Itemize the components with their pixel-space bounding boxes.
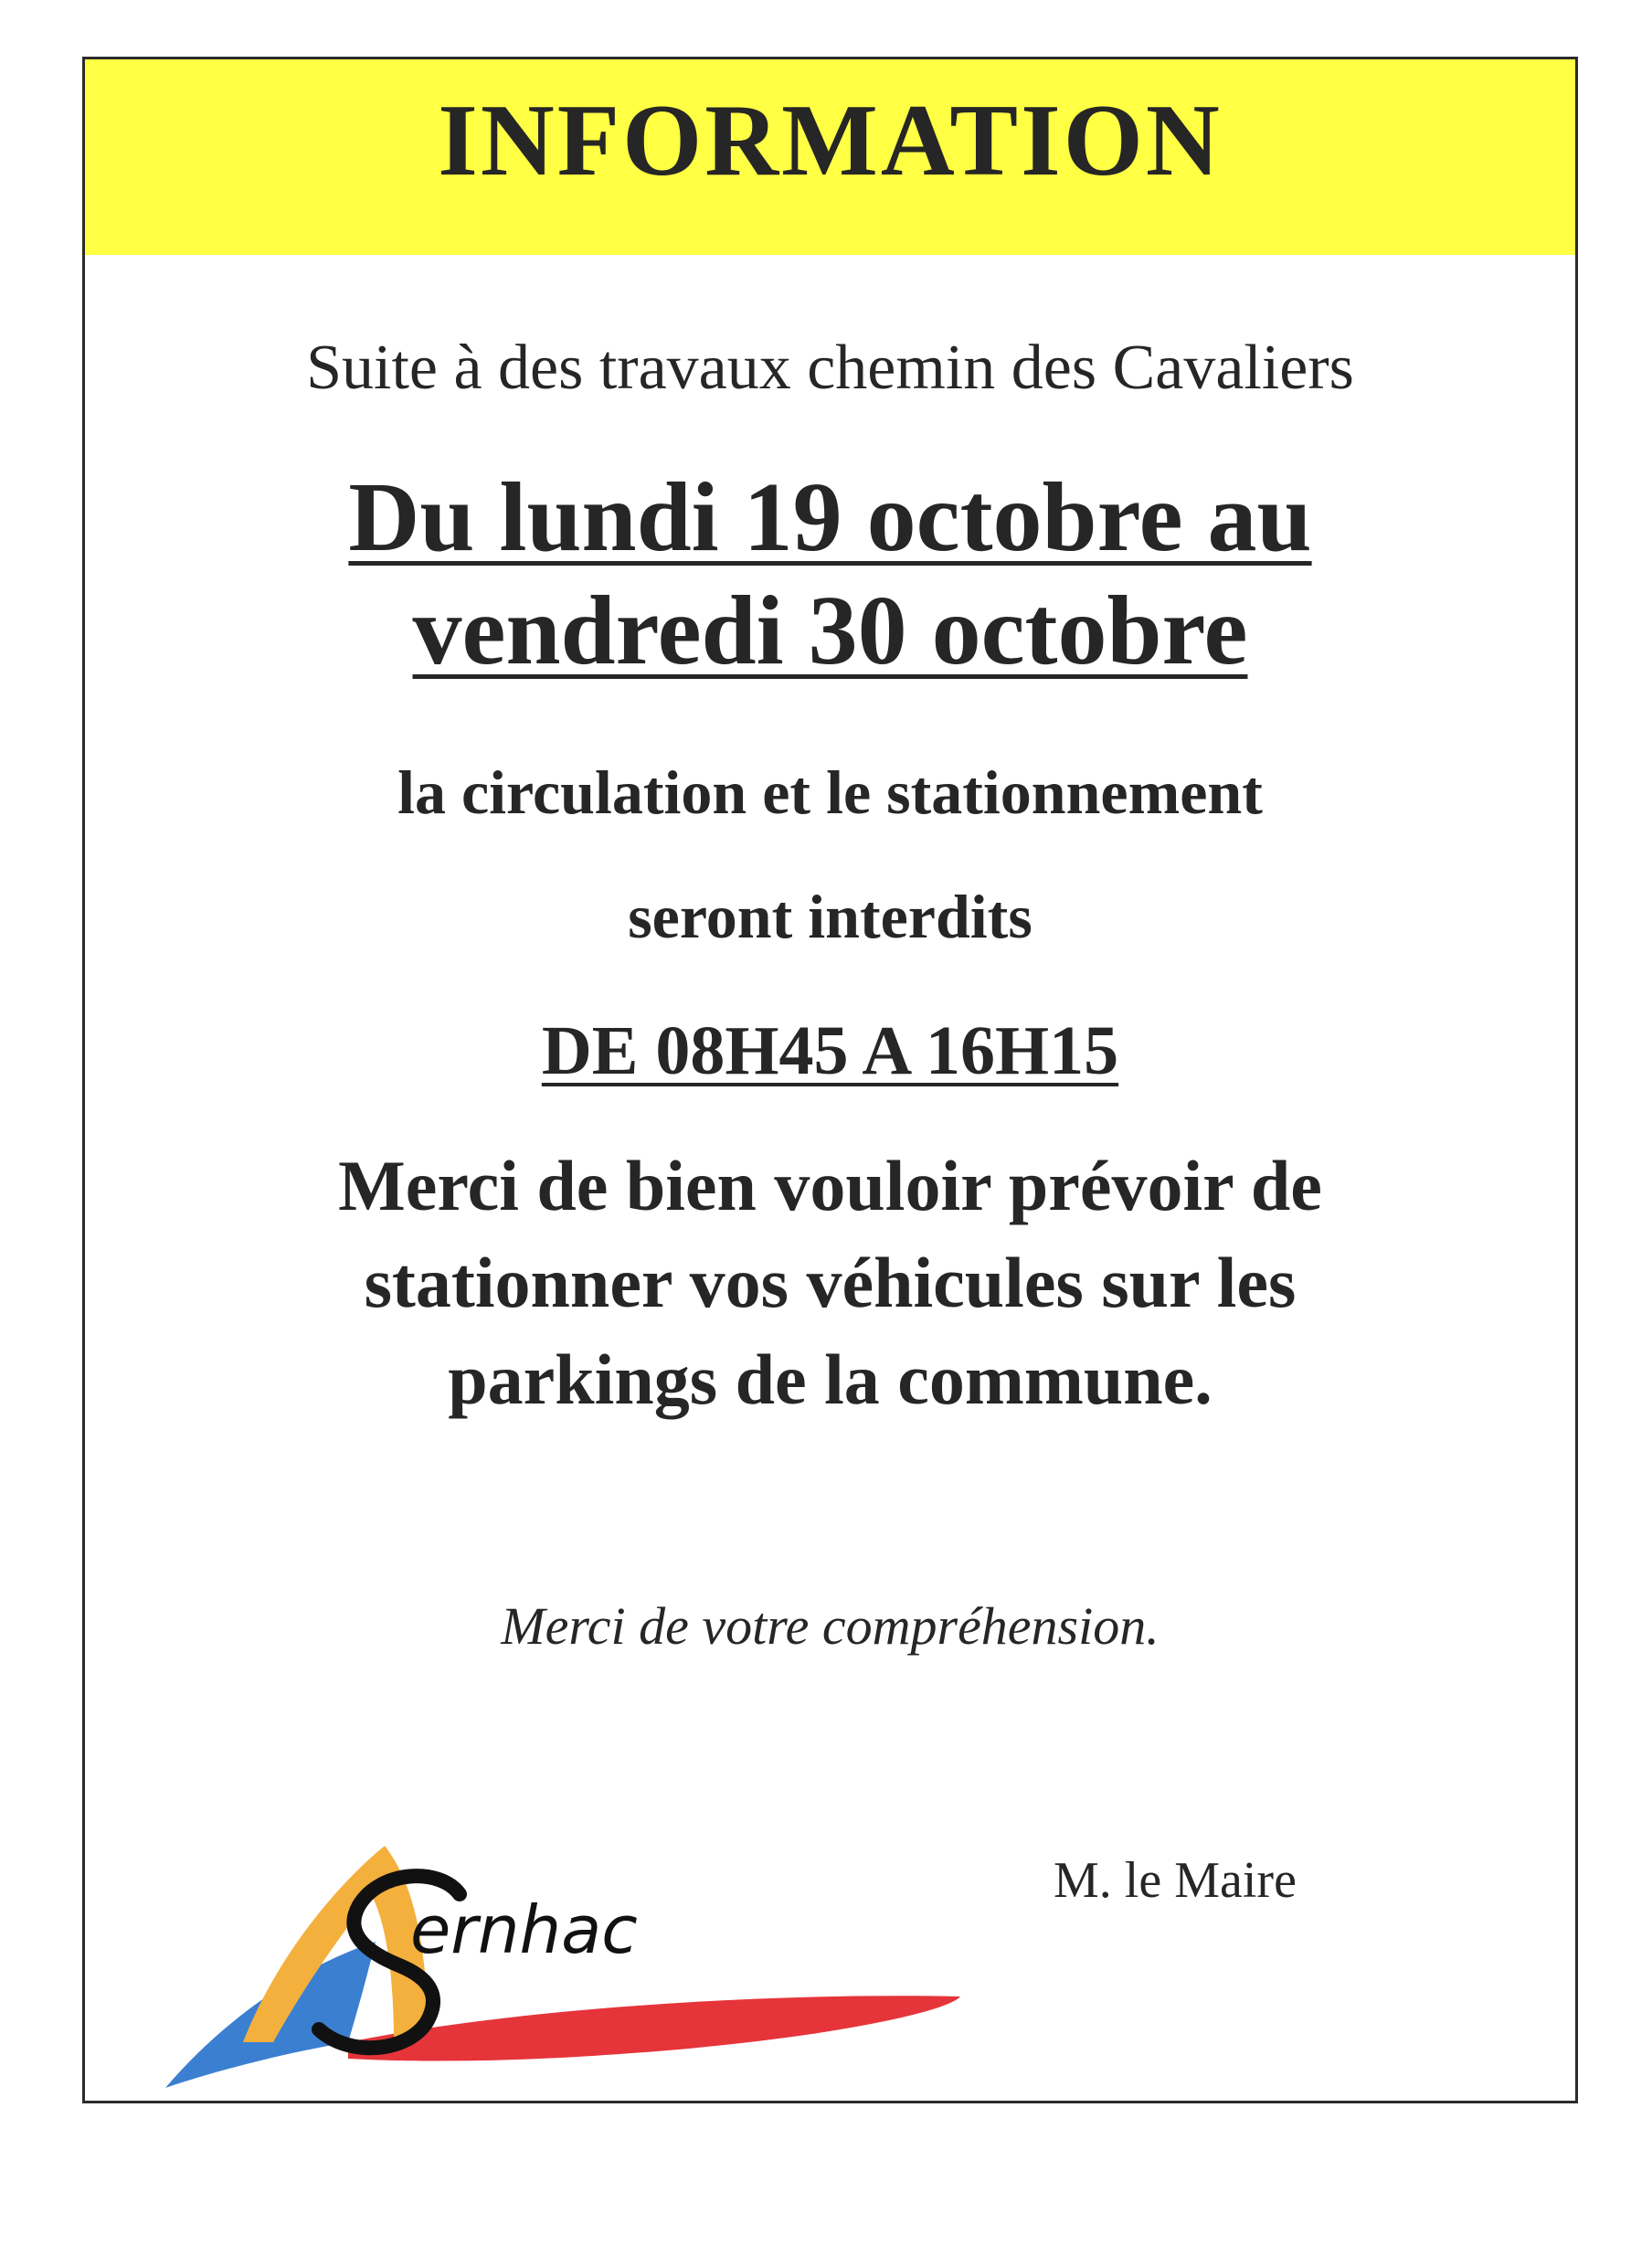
parking-request bbox=[85, 1138, 1575, 1428]
hours-text: DE 08H45 A 16H15 bbox=[541, 1012, 1119, 1089]
date-range-line-1: Du lundi 19 octobre au bbox=[348, 463, 1312, 572]
banner-title: INFORMATION bbox=[438, 84, 1223, 197]
signature: M. le Maire bbox=[1054, 1852, 1297, 1909]
header-banner bbox=[85, 59, 1575, 255]
parking-request-line-2: stationner vos véhicules sur les bbox=[364, 1243, 1297, 1323]
parking-request-line-3: parkings de la commune. bbox=[448, 1340, 1213, 1420]
intro-text: Suite à des travaux chemin des Cavaliers bbox=[306, 333, 1354, 403]
notice-frame bbox=[82, 57, 1578, 2103]
date-range bbox=[85, 461, 1575, 688]
logo-wordmark: ernhac bbox=[410, 1891, 638, 1968]
parking-request-line-1: Merci de bien vouloir prévoir de bbox=[338, 1146, 1322, 1225]
circulation-text: la circulation et le stationnement bbox=[397, 757, 1263, 827]
interdits-text: seront interdits bbox=[628, 882, 1032, 951]
thanks-text: Merci de votre compréhension. bbox=[501, 1596, 1160, 1656]
hours-range bbox=[85, 1010, 1575, 1093]
date-range-line-2: vendredi 30 octobre bbox=[412, 577, 1248, 686]
